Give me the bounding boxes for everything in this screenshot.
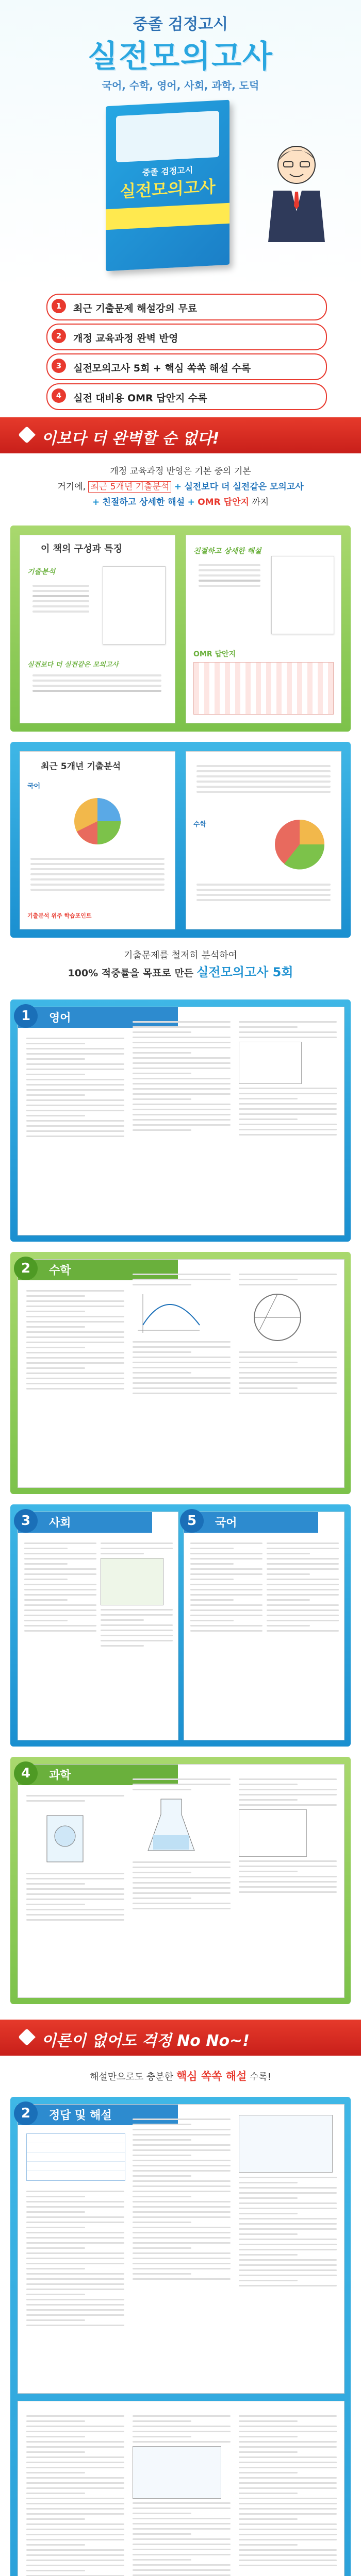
subject-number: 5	[180, 1509, 204, 1533]
subject-header: 과학	[18, 1765, 178, 1785]
experiment-thumb	[26, 1805, 104, 1867]
series-label: 중졸 검정고시	[133, 15, 228, 33]
cover-illustration	[116, 111, 219, 162]
feature-number: 3	[52, 359, 66, 373]
cover-small-label: 중졸 검정고시	[142, 165, 193, 178]
feature-number: 4	[52, 388, 66, 403]
mascot-illustration	[258, 139, 335, 242]
figure-thumb	[239, 2115, 333, 2173]
feature-number: 1	[52, 299, 66, 313]
goal-block	[0, 948, 361, 989]
figure-thumb	[239, 1809, 307, 1857]
feature-number: 2	[52, 329, 66, 343]
feature-item-4	[46, 383, 327, 410]
answer-table	[26, 2133, 125, 2181]
subjects-line: 국어, 수학, 영어, 사회, 과학, 도덕	[102, 79, 259, 92]
feature-label: 실전 대비용 OMR 답안지 수록	[73, 393, 207, 404]
intro-line-3: + 친절하고 상세한 해설 + OMR 답안지 까지	[92, 497, 269, 507]
exam-page	[18, 1259, 344, 1488]
map-thumb	[101, 1558, 163, 1605]
intro-line-1: 개정 교육과정 반영은 기본 중의 기본	[110, 466, 251, 477]
exam-page	[18, 1007, 344, 1235]
structure-title: 이 책의 구성과 특징	[41, 544, 122, 554]
goal-line-2: 100% 적중률을 목표로 만든 실전모의고사 5회	[68, 965, 293, 979]
intro-block	[0, 464, 361, 520]
subject-number: 1	[14, 1004, 38, 1028]
intro-line-2: 거기에, 최근 5개년 기출분석 + 실전보다 더 실전같은 모의고사	[57, 482, 304, 492]
figure-thumb	[133, 2446, 221, 2499]
feature-item-3	[46, 353, 327, 380]
geometry-thumb	[239, 1289, 316, 1346]
explanation-section	[10, 2097, 351, 2576]
heart-icon	[18, 2028, 36, 2046]
highlight-text: 최근 5개년 기출분석	[88, 481, 171, 493]
subject-header: 영어	[18, 1007, 178, 1028]
book-title: 실전모의고사	[88, 39, 273, 75]
omr-sheet-thumb	[193, 662, 334, 715]
subject-header: 정답 및 해설	[18, 2105, 178, 2125]
pie-chart-thumb	[264, 814, 336, 875]
goal-line-1: 기출문제를 철저히 분석하여	[123, 950, 238, 961]
features-section	[0, 289, 361, 412]
structure-caption: 기출분석	[27, 568, 56, 576]
subject-header: 사회	[18, 1512, 152, 1533]
sample-page-thumb	[271, 556, 334, 634]
highlight-text: 친절하고 상세한 해설	[102, 497, 185, 507]
hero-section	[0, 0, 361, 289]
banner-no-worry	[0, 2020, 361, 2056]
subject-number: 4	[14, 1761, 38, 1785]
structure-section	[10, 526, 351, 732]
banner-text: 이보다 더 완벽할 순 없다!	[41, 430, 220, 448]
pie-chart-thumb	[61, 793, 134, 850]
highlight-text: 실전모의고사 5회	[196, 965, 293, 979]
analysis-section	[10, 742, 351, 938]
subject-section-social-korean	[10, 1504, 351, 1747]
explanation-page-2	[18, 2401, 344, 2576]
explain-intro: 해설만으로도 충분한 핵심 쏙쏙 해설 수록!	[89, 2070, 272, 2082]
omr-label: OMR 답안지	[193, 650, 236, 658]
highlight-text: 실전보다 더 실전같은 모의고사	[184, 482, 304, 492]
analysis-subtitle: 수학	[193, 821, 207, 828]
structure-page-left	[20, 535, 175, 723]
analysis-page-left	[20, 751, 175, 929]
sample-page-thumb	[103, 566, 166, 645]
cover-band	[106, 203, 229, 230]
feature-label: 실전모의고사 5회 + 핵심 쏙쏙 해설 수록	[73, 363, 251, 374]
cover-big-label: 실전모의고사	[120, 177, 216, 201]
heart-icon	[18, 426, 36, 444]
feature-item-1	[46, 294, 327, 320]
subject-section-science	[10, 1757, 351, 2004]
banner-perfect	[0, 417, 361, 453]
subject-header: 수학	[18, 1260, 178, 1280]
analysis-subtitle: 국어	[27, 783, 41, 790]
subject-number: 2	[14, 2102, 38, 2125]
banner-text: 이론이 없어도 걱정 No No~!	[41, 2032, 250, 2050]
graph-thumb	[133, 1289, 205, 1335]
structure-page-right	[186, 535, 341, 723]
feature-item-2	[46, 324, 327, 350]
figure-thumb	[239, 1042, 302, 1084]
structure-caption: 친절하고 상세한 해설	[193, 547, 261, 555]
highlight-text: 핵심 쏙쏙 해설	[176, 2070, 247, 2082]
beaker-thumb	[133, 1794, 210, 1856]
subject-header: 국어	[184, 1512, 318, 1533]
feature-label: 최근 기출문제 해설강의 무료	[73, 303, 198, 314]
exam-page	[184, 1512, 344, 1740]
feature-label: 개정 교육과정 완벽 반영	[73, 333, 178, 344]
analysis-note: 기출분석 위주 학습포인트	[27, 912, 92, 919]
structure-caption: 실전보다 더 실전같은 모의고사	[27, 661, 119, 669]
highlight-text: OMR 답안지	[198, 497, 249, 507]
subject-number: 3	[14, 1509, 38, 1533]
book-cover	[106, 100, 229, 272]
subject-number: 2	[14, 1257, 38, 1280]
analysis-title: 최근 5개년 기출분석	[41, 761, 121, 772]
explanation-page-1	[18, 2104, 344, 2394]
analysis-page-right	[186, 751, 341, 929]
exam-page	[18, 1512, 178, 1740]
subject-section-english	[10, 999, 351, 1242]
subject-section-math	[10, 1252, 351, 1494]
exam-page	[18, 1764, 344, 1998]
